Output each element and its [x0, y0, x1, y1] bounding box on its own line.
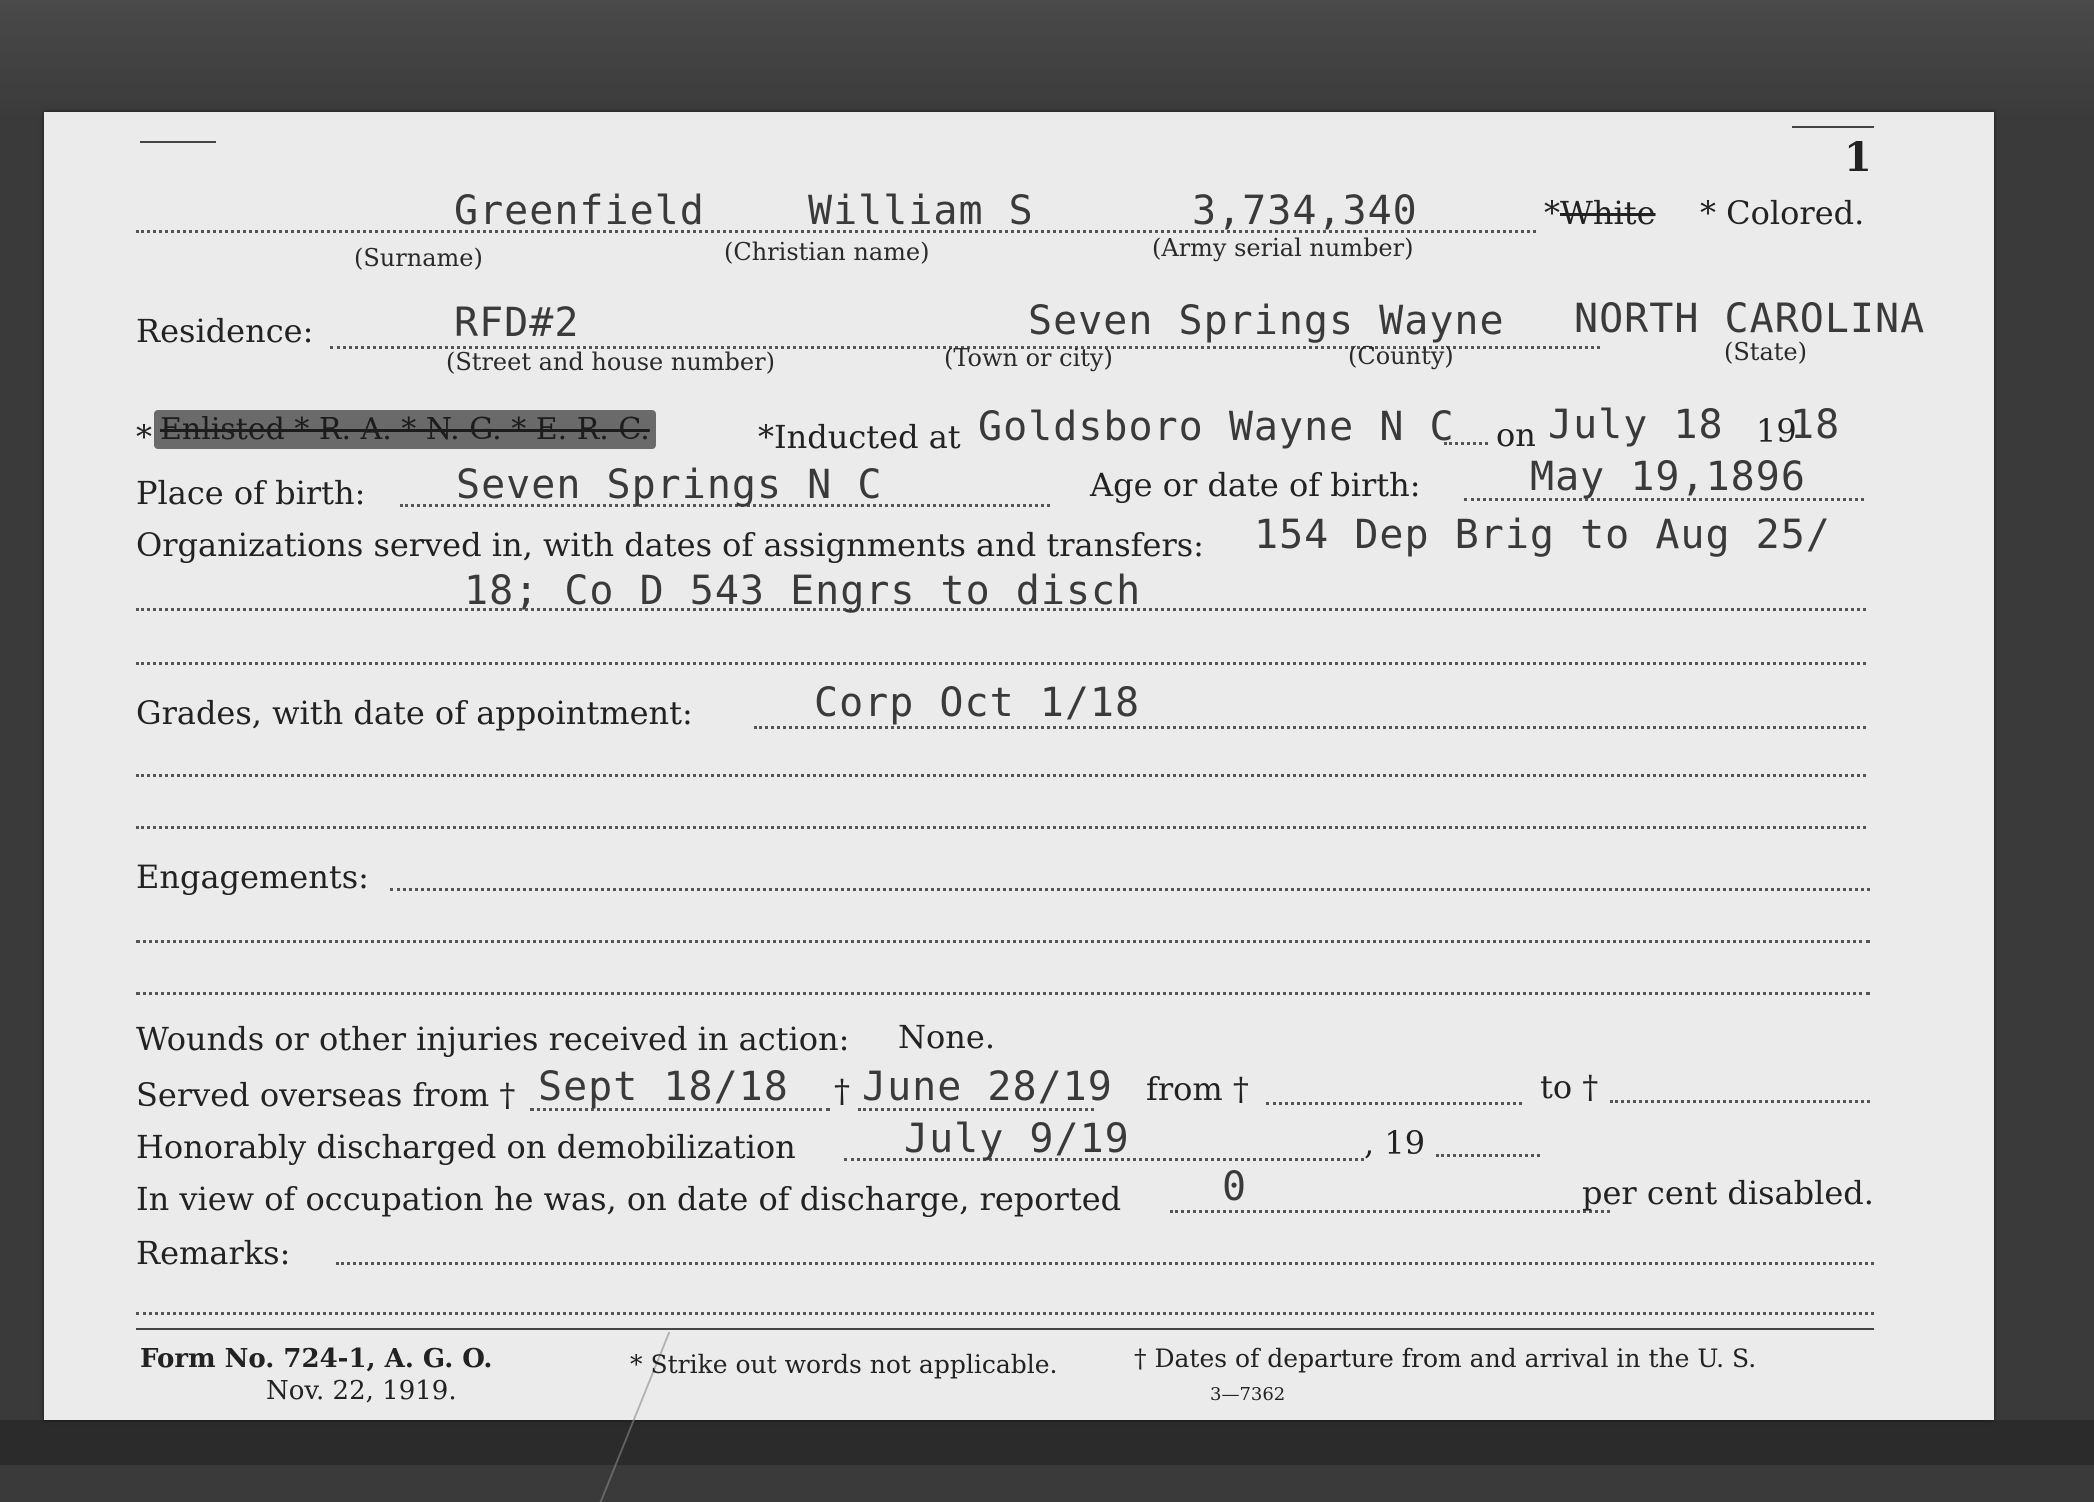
overseas-to-1	[834, 1072, 850, 1110]
top-right-rule	[1792, 126, 1874, 128]
white-option	[1544, 194, 1656, 232]
surname-value: Greenfield	[454, 188, 705, 234]
wounds-value: None.	[898, 1018, 995, 1056]
caption-christian-name: (Christian name)	[724, 238, 930, 266]
organizations-dots-2	[136, 662, 1866, 665]
caption-street: (Street and house number)	[446, 348, 775, 376]
footer-note-strike: * Strike out words not applicable.	[630, 1350, 1058, 1379]
residence-street: RFD#2	[454, 300, 580, 346]
organizations-line2: 18; Co D 543 Engrs to disch	[464, 568, 1142, 614]
background-bottom	[0, 1420, 2094, 1465]
discharge-date: July 9/19	[904, 1116, 1130, 1162]
residence-town-county: Seven Springs Wayne	[1028, 298, 1505, 344]
caption-serial-number: (Army serial number)	[1152, 234, 1414, 262]
organizations-label: Organizations served in, with dates of assignments and transfers:	[136, 526, 1204, 564]
colored-star: *	[1700, 194, 1716, 232]
overseas-dagger-2: †	[834, 1072, 850, 1110]
grades-label: Grades, with date of appointment:	[136, 694, 693, 732]
overseas-dagger-3: †	[1232, 1070, 1249, 1108]
caption-surname: (Surname)	[354, 244, 483, 272]
induction-place: Goldsboro Wayne N C	[978, 404, 1455, 450]
discharge-year-dots	[1436, 1154, 1540, 1157]
colored-option	[1700, 194, 1864, 232]
overseas-from-2	[1146, 1070, 1249, 1108]
induction-year-suffix: 18	[1790, 402, 1841, 448]
induction-star: *	[136, 418, 152, 456]
induction-year-prefix: 19	[1756, 412, 1797, 450]
top-left-rule	[140, 141, 216, 143]
caption-town: (Town or city)	[944, 344, 1113, 372]
induction-dots	[1444, 442, 1488, 445]
background-top	[0, 0, 2094, 120]
grades-dots-2	[136, 774, 1866, 777]
enlisted-options: Enlisted * R. A. * N. G. * E. R. C.	[154, 410, 656, 449]
inducted-label: *Inducted at	[758, 418, 961, 456]
overseas-from-label: from	[1146, 1070, 1223, 1108]
disability-dots	[1170, 1210, 1610, 1213]
footer-note-dates: † Dates of departure from and arrival in the U. S.	[1134, 1344, 1757, 1373]
footer-rule	[136, 1328, 1874, 1330]
engagements-label: Engagements:	[136, 858, 369, 896]
overseas-from-date: Sept 18/18	[538, 1064, 789, 1110]
enlisted-options-redacted	[154, 412, 656, 447]
age-label: Age or date of birth:	[1090, 466, 1421, 504]
overseas-dots-4	[1610, 1100, 1870, 1103]
grades-dots-3	[136, 826, 1866, 829]
remarks-dots-2	[136, 1312, 1874, 1315]
form-date: Nov. 22, 1919.	[266, 1376, 457, 1406]
engagements-dots-1	[390, 888, 1870, 891]
white-star: *	[1544, 194, 1560, 232]
colored-label: Colored.	[1726, 194, 1865, 232]
caption-state: (State)	[1724, 338, 1807, 366]
overseas-dagger-1: †	[499, 1076, 516, 1114]
place-of-birth-value: Seven Springs N C	[456, 462, 883, 508]
overseas-dots-3	[1266, 1102, 1522, 1105]
print-code: 3—7362	[1210, 1384, 1286, 1405]
residence-label: Residence:	[136, 312, 314, 350]
residence-state: NORTH CAROLINA	[1574, 296, 1926, 342]
disability-suffix: per cent disabled.	[1582, 1174, 1874, 1212]
engagements-dots-3	[136, 992, 1870, 995]
service-record-card	[44, 112, 1994, 1420]
card-number: 1	[1844, 134, 1872, 181]
engagements-dots-2	[136, 940, 1870, 943]
white-label: White	[1560, 194, 1656, 232]
overseas-label-text: Served overseas from	[136, 1076, 490, 1114]
on-label: on	[1496, 416, 1536, 454]
disability-value: 0	[1222, 1164, 1248, 1210]
grades-value: Corp Oct 1/18	[814, 680, 1141, 726]
overseas-dagger-4: †	[1582, 1068, 1599, 1106]
discharge-label: Honorably discharged on demobilization	[136, 1128, 796, 1166]
disability-label: In view of occupation he was, on date of discharge, reported	[136, 1180, 1122, 1218]
serial-number-value: 3,734,340	[1192, 188, 1418, 234]
remarks-dots-1	[336, 1262, 1874, 1265]
overseas-to-label: to	[1540, 1068, 1573, 1106]
form-number: Form No. 724-1, A. G. O.	[140, 1344, 493, 1374]
grades-dots	[754, 726, 1866, 729]
induction-date: July 18	[1548, 402, 1724, 448]
date-of-birth-value: May 19,1896	[1530, 454, 1806, 500]
remarks-label: Remarks:	[136, 1234, 291, 1272]
overseas-to-2	[1540, 1068, 1598, 1106]
christian-name-value: William S	[808, 188, 1034, 234]
discharge-year: , 19	[1364, 1124, 1426, 1162]
wounds-label: Wounds or other injuries received in action:	[136, 1020, 850, 1058]
overseas-label	[136, 1076, 515, 1114]
overseas-to-date: June 28/19	[862, 1064, 1113, 1110]
place-of-birth-label: Place of birth:	[136, 474, 366, 512]
organizations-line1: 154 Dep Brig to Aug 25/	[1254, 512, 1831, 558]
caption-county: (County)	[1348, 342, 1454, 370]
